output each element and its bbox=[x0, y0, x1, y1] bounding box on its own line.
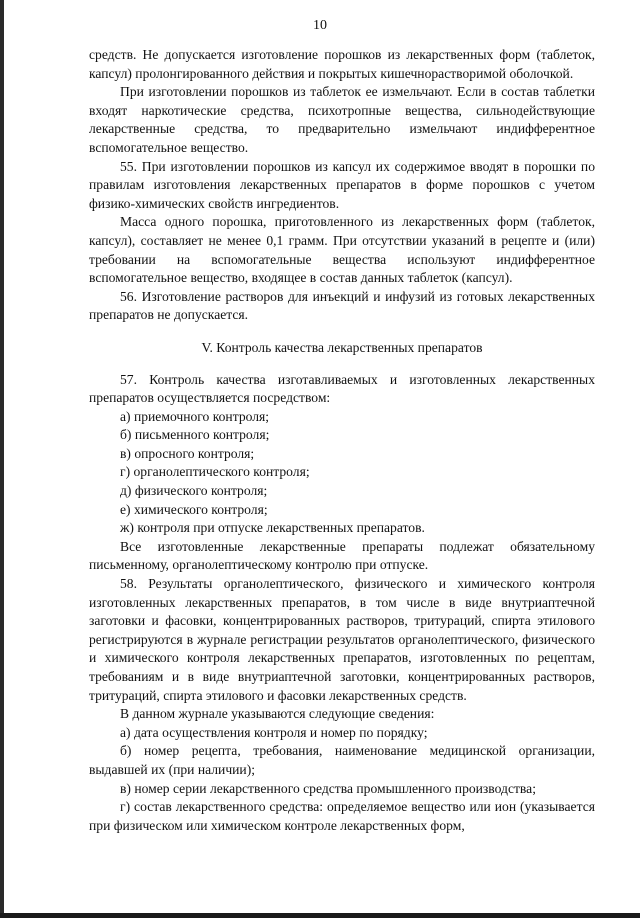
paragraph: г) состав лекарственного средства: определяемое вещество или ион (указывается при физическом или химическом контроле лекарственных форм, bbox=[89, 799, 595, 833]
document-body bbox=[89, 46, 595, 835]
paragraph-group-1 bbox=[89, 46, 595, 325]
paragraph: 56. Изготовление растворов для инъекций и инфузий из готовых лекарственных препаратов не допускается. bbox=[89, 288, 595, 323]
paragraph: Масса одного порошка, приготовленного из лекарственных форм (таблеток, капсул), составляет не менее 0,1 грамм. При отсутствии указаний в рецепте и (или) требовании на вспомогательные вещества используют индифферентное вспомогательное вещество, входящее в состав данных таблеток (капсул). bbox=[89, 214, 595, 286]
scan-bottom-edge bbox=[0, 913, 640, 918]
paragraph: 58. Результаты органолептического, физического и химического контроля изготовленных лекарственных препаратов, в том числе в виде внутриаптечной заготовки и фасовки, концентрированных растворов, тритураций, спирта этилового регистрируются в журнале регистрации результатов органолептического, физического и химического контроля лекарственных препаратов, изготовленных по рецептам, требованиям и в виде внутриаптечной заготовки, концентрированных растворов, тритураций, спирта этилового и фасовки лекарственных средств. bbox=[89, 576, 595, 703]
list-item: е) химического контроля; bbox=[120, 501, 268, 517]
paragraph: б) номер рецепта, требования, наименование медицинской организации, выдавшей их (при наличии); bbox=[89, 743, 595, 777]
paragraph: В данном журнале указываются следующие сведения: bbox=[120, 706, 435, 722]
list-item: а) приемочного контроля; bbox=[120, 408, 270, 424]
paragraph: а) дата осуществления контроля и номер по порядку; bbox=[120, 724, 428, 740]
paragraph: При изготовлении порошков из таблеток ее измельчают. Если в состав таблетки входят наркотические средства, психотропные вещества, сильнодействующие лекарственные средства, то предварительно измельчают индифферентное вспомогательное вещество. bbox=[89, 84, 595, 155]
list-item: в) опросного контроля; bbox=[120, 445, 255, 461]
page-number: 10 bbox=[313, 18, 327, 33]
paragraph: 55. При изготовлении порошков из капсул их содержимое вводят в порошки по правилам изготовления лекарственных препаратов в форме порошков с учетом физико-химических свойств ингредиентов. bbox=[89, 158, 595, 211]
paragraph: Все изготовленные лекарственные препараты подлежат обязательному письменному, органолептическому контролю при отпуске. bbox=[89, 538, 595, 573]
paragraph: 57. Контроль качества изготавливаемых и изготовленных лекарственных препаратов осуществляется посредством: bbox=[89, 371, 595, 406]
list-item: б) письменного контроля; bbox=[120, 427, 270, 443]
section-heading: V. Контроль качества лекарственных препаратов bbox=[201, 339, 483, 355]
list-item: г) органолептического контроля; bbox=[120, 464, 310, 480]
list-item: ж) контроля при отпуске лекарственных препаратов. bbox=[120, 520, 425, 536]
paragraph-group-2 bbox=[89, 371, 595, 836]
scan-left-edge bbox=[0, 0, 4, 918]
paragraph: в) номер серии лекарственного средства промышленного производства; bbox=[120, 780, 536, 796]
paragraph: средств. Не допускается изготовление порошков из лекарственных форм (таблеток, капсул) пролонгированного действия и покрытых кишечнорастворимой оболочкой. bbox=[89, 47, 595, 81]
list-item: д) физического контроля; bbox=[120, 483, 268, 499]
